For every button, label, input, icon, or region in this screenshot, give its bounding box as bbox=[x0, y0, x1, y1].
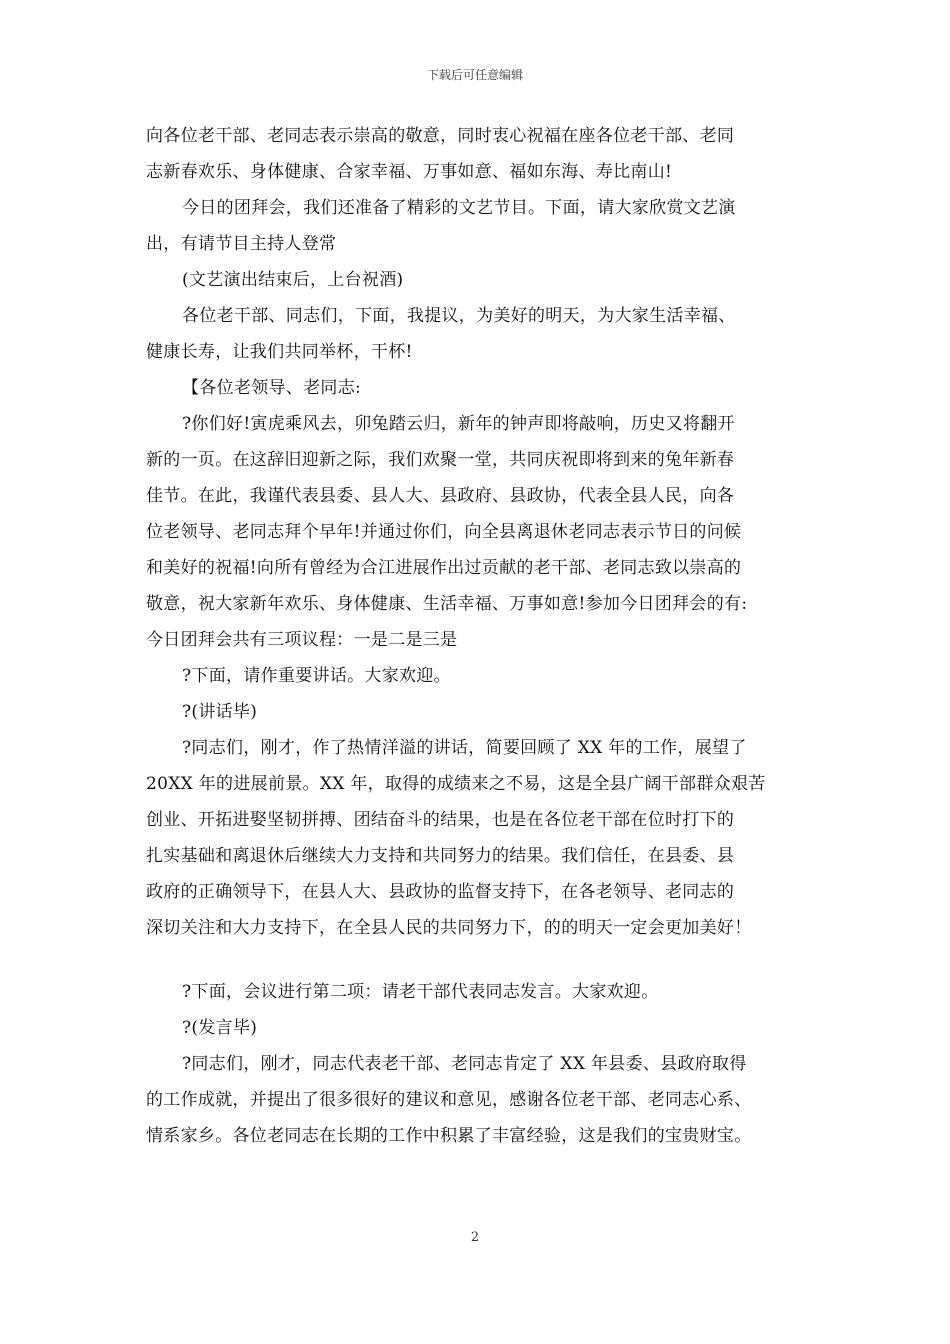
text-line: 政府的正确领导下，在县人大、县政协的监督支持下，在各老领导、老同志的 bbox=[146, 882, 735, 902]
text-line: ?下面，会议进行第二项：请老干部代表同志发言。大家欢迎。 bbox=[182, 982, 659, 1002]
text-line: ?(讲话毕) bbox=[182, 702, 258, 722]
page-number: 2 bbox=[470, 1230, 480, 1245]
text-line: ?同志们，刚才，同志代表老干部、老同志肯定了 XX 年县委、县政府取得 bbox=[182, 1054, 747, 1074]
text-line: ?你们好!寅虎乘风去，卯兔踏云归，新年的钟声即将敲响，历史又将翻开 bbox=[182, 414, 735, 434]
text-line: 的工作成就，并提出了很多很好的建议和意见，感谢各位老干部、老同志心系、 bbox=[146, 1090, 752, 1110]
text-line: 【各位老领导、老同志: bbox=[182, 378, 362, 398]
text-line: 位老领导、老同志拜个早年!并通过你们，向全县离退休老同志表示节日的问候 bbox=[146, 522, 742, 542]
text-line: 情系家乡。各位老同志在长期的工作中积累了丰富经验，这是我们的宝贵财宝。 bbox=[146, 1126, 752, 1146]
text-line: 今日的团拜会，我们还准备了精彩的文艺节目。下面，请大家欣赏文艺演 bbox=[182, 198, 736, 218]
text-line: 和美好的祝福!向所有曾经为合江进展作出过贡献的老干部、老同志致以崇高的 bbox=[146, 558, 742, 578]
text-block-1 bbox=[146, 118, 826, 946]
text-line: ?(发言毕) bbox=[182, 1018, 258, 1038]
page-header: 下载后可任意编辑 bbox=[426, 68, 523, 82]
text-line: 向各位老干部、老同志表示崇高的敬意，同时衷心祝福在座各位老干部、老同 bbox=[146, 126, 735, 146]
text-line: ?同志们，刚才，作了热情洋溢的讲话，简要回顾了 XX 年的工作，展望了 bbox=[182, 738, 747, 758]
text-line: 出，有请节目主持人登常 bbox=[146, 234, 337, 254]
text-line: 各位老干部、同志们，下面，我提议，为美好的明天，为大家生活幸福、 bbox=[182, 306, 736, 326]
text-line: 敬意，祝大家新年欢乐、身体健康、生活幸福、万事如意!参加今日团拜会的有: bbox=[146, 594, 748, 614]
text-line: 今日团拜会共有三项议程：一是二是三是 bbox=[146, 630, 458, 650]
text-line: 扎实基础和离退休后继续大力支持和共同努力的结果。我们信任，在县委、县 bbox=[146, 846, 735, 866]
text-block-2 bbox=[146, 974, 826, 1154]
text-line: (文艺演出结束后，上台祝酒) bbox=[182, 270, 404, 290]
text-line: 20XX 年的进展前景。XX 年，取得的成绩来之不易，这是全县广阔干部群众艰苦 bbox=[146, 774, 766, 794]
text-line: 健康长寿，让我们共同举杯，干杯! bbox=[146, 342, 413, 362]
text-line: 深切关注和大力支持下，在全县人民的共同努力下，的的明天一定会更加美好！ bbox=[146, 918, 752, 938]
text-line: 创业、开拓进娶坚韧拼搏、团结奋斗的结果，也是在各位老干部在位时打下的 bbox=[146, 810, 735, 830]
text-line: 新的一页。在这辞旧迎新之际，我们欢聚一堂，共同庆祝即将到来的兔年新春 bbox=[146, 450, 735, 470]
text-line: 佳节。在此，我谨代表县委、县人大、县政府、县政协，代表全县人民，向各 bbox=[146, 486, 735, 506]
document-body bbox=[146, 118, 826, 1154]
text-line: ?下面，请作重要讲话。大家欢迎。 bbox=[182, 666, 451, 686]
text-line: 志新春欢乐、身体健康、合家幸福、万事如意、福如东海、寿比南山! bbox=[146, 162, 673, 182]
paragraph-gap bbox=[146, 946, 826, 974]
